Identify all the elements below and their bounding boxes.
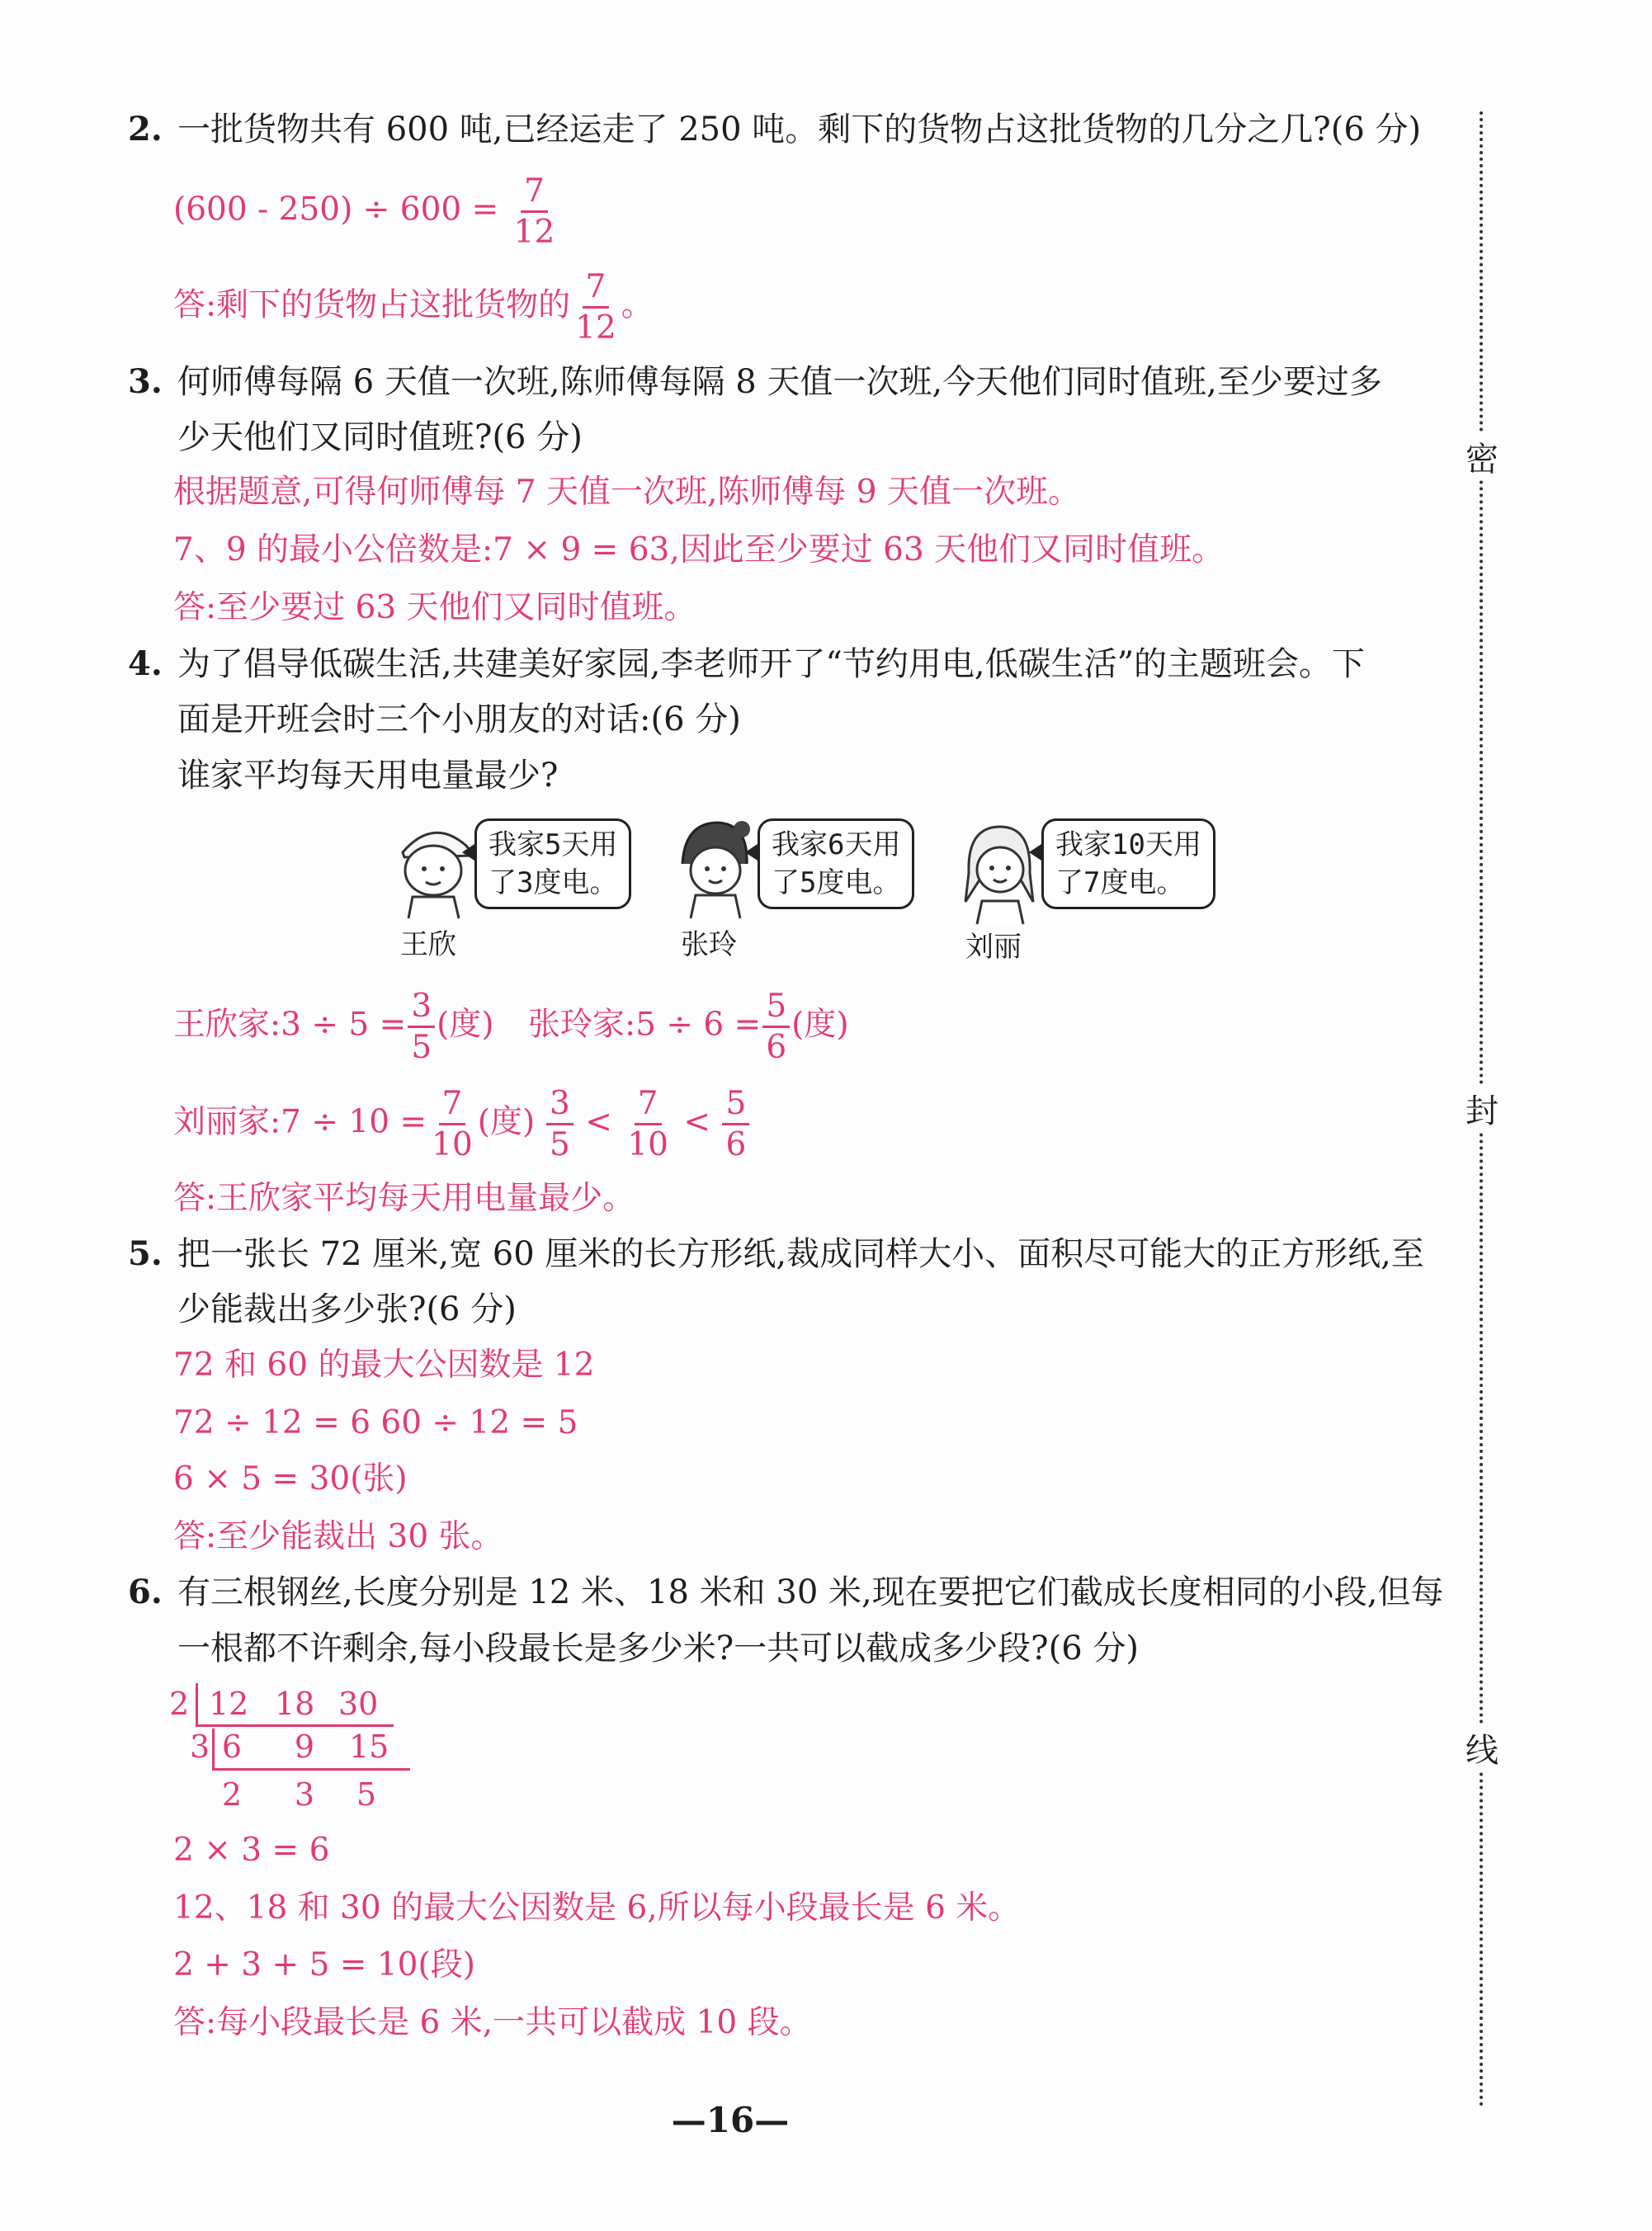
q5-text-line2: 少能裁出多少张?(6 分) <box>177 1290 517 1328</box>
page-number: —16— <box>671 2100 790 2140</box>
ladder-cell: 15 <box>349 1729 389 1765</box>
q5-number: 5. <box>128 1234 163 1273</box>
ladder-cell: 9 <box>294 1729 315 1765</box>
ladder-cell: 18 <box>275 1686 315 1722</box>
q6-answer: 答:每小段最长是 6 米,一共可以截成 10 段。 <box>173 2004 812 2041</box>
q6-solution-2: 12、18 和 30 的最大公因数是 6,所以每小段最长是 6 米。 <box>173 1889 1021 1927</box>
kid-name-wangxin: 王欣 <box>400 928 456 961</box>
q4-solution-liuli: 刘丽家:7 ÷ 10 = $\frac{7}{10}$ (度) <box>173 1085 536 1163</box>
ladder-cell: 12 <box>209 1686 249 1722</box>
speech-bubble-wangxin: 我家5天用 了3度电。 <box>474 818 631 909</box>
q4-question: 谁家平均每天用电量最少? <box>177 757 559 795</box>
q2-answer-fraction: $\frac{7}{12}$ <box>575 268 616 347</box>
q4-comparison: $\frac{3}{5}$ < $\frac{7}{10}$ < $\frac{5}{6}$ <box>545 1087 751 1161</box>
ladder-divisor-2: 3 <box>190 1729 210 1765</box>
q4-text-line1: 4. 为了倡导低碳生活,共建美好家园,李老师开了“节约用电,低碳生活”的主题班会。下 <box>128 639 1365 689</box>
q5-solution-2: 72 ÷ 12 = 6 60 ÷ 12 = 5 <box>173 1404 578 1441</box>
q6-solution-3: 2 + 3 + 5 = 10(段) <box>173 1946 475 1983</box>
q4-answer: 答:王欣家平均每天用电量最少。 <box>173 1180 635 1217</box>
ladder-divisor-1: 2 <box>169 1686 190 1722</box>
kid-name-liuli: 刘丽 <box>965 931 1022 964</box>
speech-bubble-zhangling: 我家6天用 了5度电。 <box>758 818 914 909</box>
q5-text-line1: 5. 把一张长 72 厘米,宽 60 厘米的长方形纸,裁成同样大小、面积尽可能大的正方形纸,至 <box>128 1229 1424 1279</box>
q2-number: 2. <box>128 110 163 149</box>
q4-text-line2: 面是开班会时三个小朋友的对话:(6 分) <box>177 700 741 738</box>
q2-answer: 答:剩下的货物占这批货物的 $\frac{7}{12}$ 。 <box>173 268 654 347</box>
q2-text: 2. 一批货物共有 600 吨,已经运走了 250 吨。剩下的货物占这批货物的几分之几?(6 分) <box>128 105 1421 154</box>
ladder-cell: 2 <box>221 1776 243 1813</box>
q4-solution-zhangling: 张玲家:5 ÷ 6 = $\frac{5}{6}$ (度) <box>528 988 849 1066</box>
q3-solution-1: 根据题意,可得何师傅每 7 天值一次班,陈师傅每 9 天值一次班。 <box>173 474 1081 511</box>
q5-answer: 答:至少能裁出 30 张。 <box>173 1518 503 1555</box>
q2-calculation: (600 - 250) ÷ 600 = $\frac{7}{12}$ <box>173 175 559 248</box>
q6-text-line1: 6. 有三根钢丝,长度分别是 12 米、18 米和 30 米,现在要把它们截成长度相同的小段,但每 <box>128 1568 1443 1617</box>
q3-answer: 答:至少要过 63 天他们又同时值班。 <box>173 589 696 626</box>
q3-solution-2: 7、9 的最小公倍数是:7 × 9 = 63,因此至少要过 63 天他们又同时值班。 <box>173 531 1225 568</box>
q3-text-line1: 3. 何师傅每隔 6 天值一次班,陈师傅每隔 8 天值一次班,今天他们同时值班,至少要过多 <box>128 357 1382 407</box>
margin-label-envelope: 封 <box>1466 1085 1499 1132</box>
q5-solution-1: 72 和 60 的最大公因数是 12 <box>173 1347 595 1384</box>
q3-number: 3. <box>128 362 163 401</box>
q4-number: 4. <box>128 644 163 683</box>
q6-solution-1: 2 × 3 = 6 <box>173 1832 330 1869</box>
q2-fraction: $\frac{7}{12}$ <box>513 172 555 251</box>
boy-wangxin-illustration <box>388 813 479 920</box>
ladder-cell: 30 <box>338 1686 379 1722</box>
ladder-cell: 3 <box>294 1776 315 1813</box>
girl-liuli-illustration <box>957 815 1040 927</box>
kid-name-zhangling: 张玲 <box>681 928 737 961</box>
ladder-cell: 6 <box>221 1729 243 1765</box>
q6-text-line2: 一根都不许剩余,每小段最长是多少米?一共可以截成多少段?(6 分) <box>177 1630 1139 1667</box>
ladder-cell: 5 <box>356 1776 377 1813</box>
girl-zhangling-illustration <box>673 813 755 920</box>
margin-label-line: 线 <box>1466 1724 1499 1771</box>
margin-label-seal: 密 <box>1466 433 1499 480</box>
q5-solution-3: 6 × 5 = 30(张) <box>173 1460 408 1498</box>
speech-bubble-liuli: 我家10天用 了7度电。 <box>1041 818 1215 909</box>
q4-solution-wangxin: 王欣家:3 ÷ 5 = $\frac{3}{5}$ (度) <box>173 988 494 1066</box>
q3-text-line2: 少天他们又同时值班?(6 分) <box>177 418 583 456</box>
q6-number: 6. <box>128 1573 163 1611</box>
